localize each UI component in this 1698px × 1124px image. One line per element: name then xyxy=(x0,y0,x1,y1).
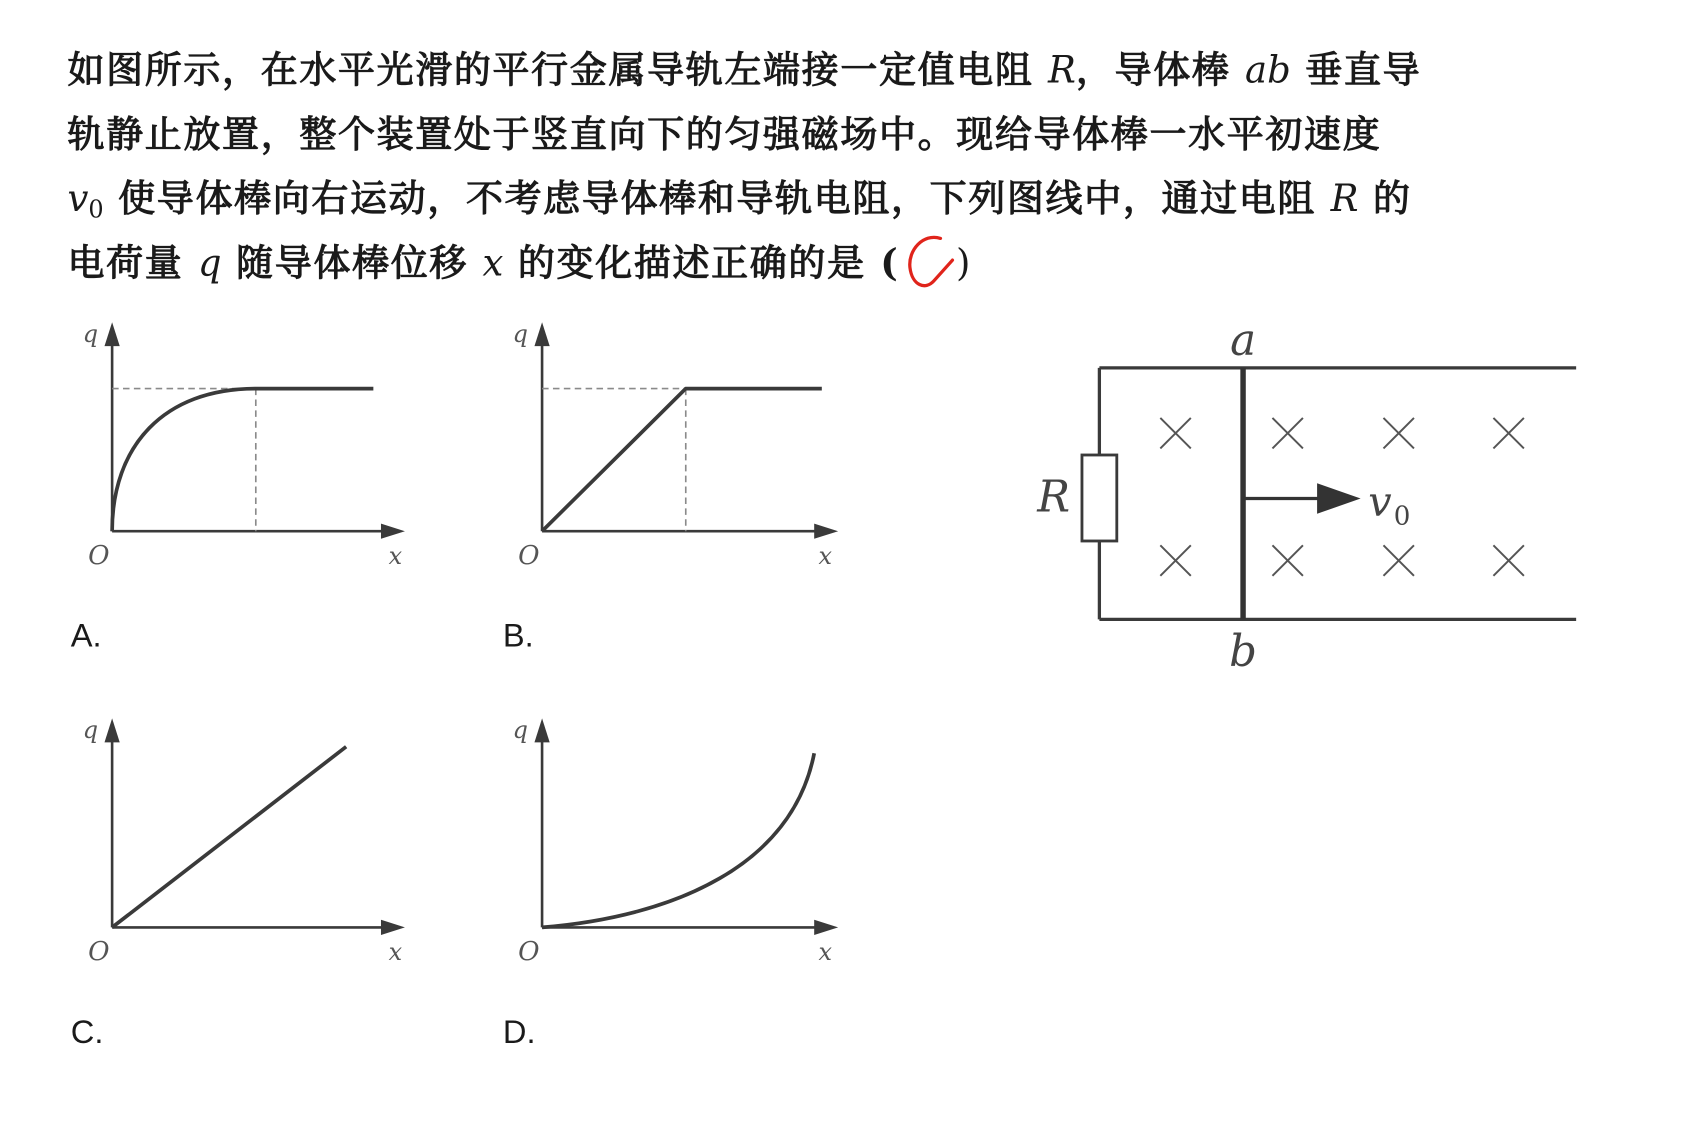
close-paren: ) xyxy=(955,241,971,286)
rod-bottom-label: b xyxy=(1229,627,1258,678)
x-axis-label: x xyxy=(388,541,403,570)
y-axis-label: q xyxy=(82,319,99,348)
option-a-graph xyxy=(71,320,405,654)
question-text-segment: 随导体棒位移 xyxy=(221,241,483,286)
origin-label: O xyxy=(518,540,540,571)
velocity-label xyxy=(1368,478,1410,532)
magnetic-field-cross-icon xyxy=(1160,545,1190,575)
charge-symbol: q xyxy=(197,241,222,286)
velocity-subscript: 0 xyxy=(88,197,104,225)
question-text-segment: 使导体棒向右运动，不考虑导体棒和导轨电阻，下列图线中，通过电阻 xyxy=(103,177,1331,221)
y-axis-arrow-icon xyxy=(534,322,549,346)
option-d-graph xyxy=(503,716,838,1050)
origin-label: O xyxy=(518,937,540,968)
magnetic-field-cross-icon xyxy=(1160,418,1190,448)
question-text-segment: 如图所示，在水平光滑的平行金属导轨左端接一定值电阻 xyxy=(67,48,1049,93)
y-axis-arrow-icon xyxy=(104,718,119,742)
q-x-curve xyxy=(542,753,814,927)
y-axis-label: q xyxy=(82,716,99,745)
x-axis-arrow-icon xyxy=(381,524,405,539)
magnetic-field-cross-icon xyxy=(1493,418,1523,448)
velocity-letter: v xyxy=(67,177,89,221)
velocity-letter: v xyxy=(1368,477,1392,526)
velocity-arrow-icon xyxy=(1317,483,1361,513)
question-text-segment: 电荷量 xyxy=(67,241,198,286)
magnetic-field-cross-icon xyxy=(1272,418,1302,448)
option-b-label: B. xyxy=(502,616,534,654)
question-text-segment: 轨静止放置，整个装置处于竖直向下的匀强磁场中。现给导体棒一水平初速度 xyxy=(67,113,1382,157)
origin-label: O xyxy=(88,937,110,968)
y-axis-arrow-icon xyxy=(104,322,119,346)
x-axis-arrow-icon xyxy=(381,920,405,935)
resistor-symbol: R xyxy=(1048,48,1076,93)
resistor-label: R xyxy=(1037,472,1071,523)
question-text-segment: ，导体棒 xyxy=(1075,48,1246,93)
rail-circuit-diagram xyxy=(1036,316,1576,677)
origin-label: O xyxy=(88,540,110,571)
option-d-label: D. xyxy=(502,1012,536,1050)
question-text-segment: 垂直导 xyxy=(1290,48,1422,93)
q-x-curve xyxy=(112,747,346,928)
question-text-segment: 的 xyxy=(1358,177,1412,221)
x-axis-label: x xyxy=(818,938,833,967)
x-axis-label: x xyxy=(388,938,403,967)
magnetic-field-cross-icon xyxy=(1383,545,1413,575)
question-text-segment: 的变化描述正确的是 ( xyxy=(503,241,900,286)
option-c-graph xyxy=(71,716,405,1050)
displacement-symbol: x xyxy=(482,241,504,286)
velocity-subscript: 0 xyxy=(1393,501,1411,532)
resistor xyxy=(1082,455,1117,541)
q-x-curve xyxy=(112,389,373,532)
option-c-label: C. xyxy=(70,1012,104,1050)
x-axis-arrow-icon xyxy=(814,920,838,935)
magnetic-field-cross-icon xyxy=(1493,545,1523,575)
y-axis-arrow-icon xyxy=(534,718,549,742)
y-axis-label: q xyxy=(512,716,529,745)
magnetic-field-cross-icon xyxy=(1383,418,1413,448)
rod-top-label: a xyxy=(1230,315,1257,366)
q-x-curve xyxy=(542,389,822,532)
resistor-symbol: R xyxy=(1330,177,1359,221)
x-axis-arrow-icon xyxy=(814,524,838,539)
y-axis-label: q xyxy=(512,319,529,348)
magnetic-field-cross-icon xyxy=(1272,545,1302,575)
option-a-label: A. xyxy=(70,616,102,654)
option-b-graph xyxy=(503,320,838,654)
rod-symbol: ab xyxy=(1245,48,1291,93)
x-axis-label: x xyxy=(818,541,833,570)
